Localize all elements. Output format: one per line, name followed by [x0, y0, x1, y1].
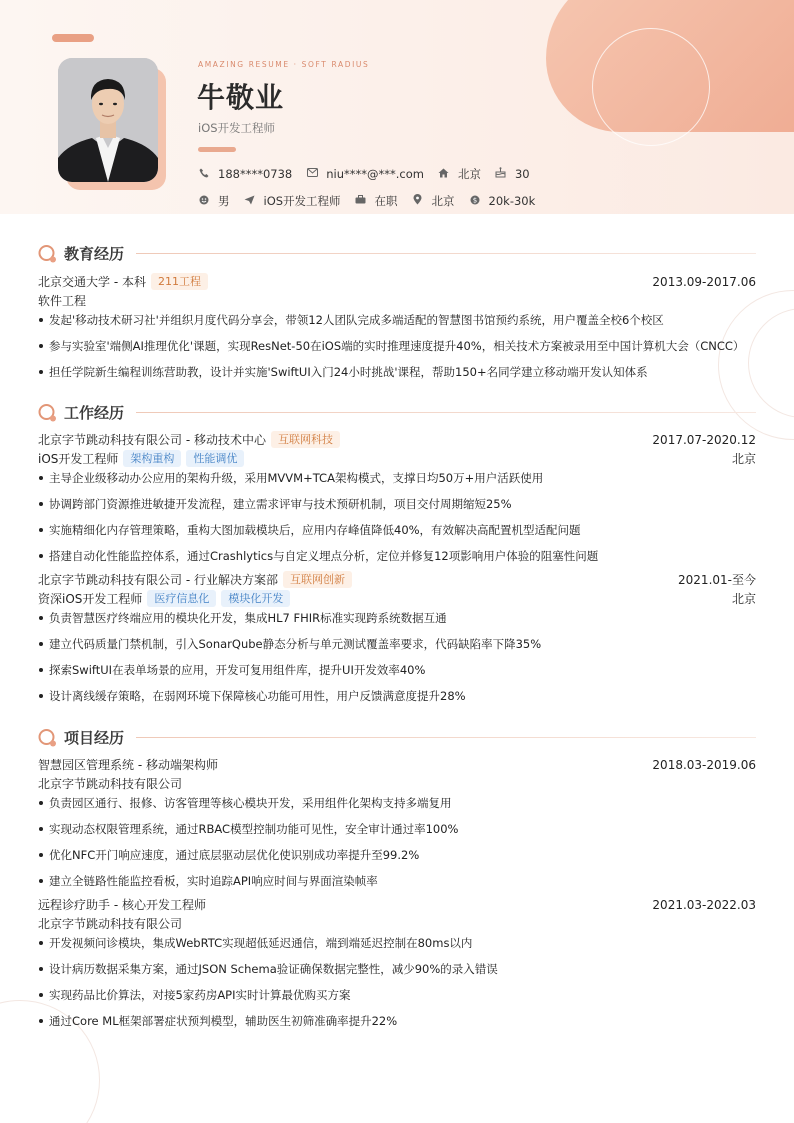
section-search-icon	[38, 244, 58, 264]
job-role: iOS开发工程师	[38, 452, 119, 466]
list-item: 开发视频问诊模块，集成WebRTC实现超低延迟通信，端到端延迟控制在80ms以内	[38, 935, 756, 951]
accent-bar	[52, 34, 94, 42]
project-period: 2021.03-2022.03	[652, 897, 756, 912]
svg-text:$: $	[472, 196, 477, 205]
list-item: 优化NFC开门响应速度，通过底层驱动层优化使识别成功率提升至99.2%	[38, 847, 756, 863]
education-period: 2013.09-2017.06	[652, 274, 756, 289]
contact-email	[306, 167, 424, 181]
education-major-row	[38, 292, 756, 309]
resume-kicker: AMAZING RESUME · SOFT RADIUS	[198, 60, 370, 69]
list-item: 通过Core ML框架部署症状预判模型，辅助医生初筛准确率提升22%	[38, 1013, 756, 1029]
list-item: 担任学院新生编程训练营助教，设计并实施'SwiftUI入门24小时挑战'课程，帮助150+名同学建立移动端开发认知体系	[38, 364, 756, 380]
job-role: 资深iOS开发工程师	[38, 592, 143, 606]
job-role-row	[38, 590, 756, 607]
section-divider	[136, 737, 756, 738]
contact-phone	[198, 167, 292, 181]
job-city: 北京	[731, 592, 756, 606]
job-city: 北京	[731, 452, 756, 466]
age: 30	[514, 167, 530, 181]
money-icon	[469, 195, 481, 208]
list-item: 协调跨部门资源推进敏捷开发流程，建立需求评审与技术预研机制，项目交付周期缩短25%	[38, 496, 756, 512]
target-city: 北京	[431, 194, 455, 208]
list-item: 探索SwiftUI在表单场景的应用，开发可复用组件库，提升UI开发效率40%	[38, 662, 756, 678]
location-icon	[412, 194, 424, 208]
list-item: 设计离线缓存策略，在弱网环境下保障核心功能可用性，用户反馈满意度提升28%	[38, 688, 756, 704]
list-item: 实施精细化内存管理策略，重构大图加载模块后，应用内存峰值降低40%，有效解决高配置机型适配问题	[38, 522, 756, 538]
contact-row	[198, 166, 544, 182]
expected-salary: 20k-30k	[488, 194, 536, 208]
profile-location	[412, 193, 455, 209]
candidate-title: iOS开发工程师	[198, 121, 276, 135]
avatar	[58, 58, 158, 182]
projects-section-header	[38, 727, 756, 748]
section-search-icon	[38, 403, 58, 423]
section-title: 教育经历	[64, 245, 125, 263]
profile-row	[198, 193, 549, 209]
home-icon	[438, 168, 450, 181]
list-item: 负责园区通行、报修、访客管理等核心模块开发，采用组件化架构支持多端复用	[38, 795, 756, 811]
project-name: 智慧园区管理系统 - 移动端架构师	[38, 758, 218, 772]
email-address: niu****@***.com	[326, 167, 424, 181]
major: 软件工程	[38, 294, 87, 308]
education-section-header	[38, 243, 756, 264]
contact-age	[495, 167, 530, 181]
project-period: 2018.03-2019.06	[652, 757, 756, 772]
accent-bar-small	[198, 147, 236, 152]
project-company-row	[38, 915, 756, 932]
list-item: 搭建自动化性能监控体系，通过Crashlytics与自定义埋点分析，定位并修复12项影响用户体验的阻塞性问题	[38, 548, 756, 564]
section-title: 项目经历	[64, 729, 125, 747]
role-tag: 模块化开发	[221, 590, 290, 607]
job-period: 2017.07-2020.12	[652, 432, 756, 447]
gender-icon	[198, 195, 210, 208]
project-company: 北京字节跳动科技有限公司	[38, 777, 183, 791]
avatar-portrait	[58, 58, 158, 182]
list-item: 负责智慧医疗终端应用的模块化开发，集成HL7 FHIR标准实现跨系统数据互通	[38, 610, 756, 626]
project-name: 远程诊疗助手 - 核心开发工程师	[38, 898, 206, 912]
list-item: 实现药品比价算法，对接5家药房API实时计算最优购买方案	[38, 987, 756, 1003]
job-role-row	[38, 450, 756, 467]
list-item: 主导企业级移动办公应用的架构升级，采用MVVM+TCA架构模式，支撑日均50万+用户活跃使用	[38, 470, 756, 486]
job-header	[38, 571, 756, 588]
section-divider	[136, 253, 756, 254]
phone-icon	[198, 168, 210, 181]
company-name: 北京字节跳动科技有限公司 - 移动技术中心	[38, 433, 266, 447]
send-icon	[244, 195, 256, 208]
school-tag: 211工程	[151, 273, 208, 290]
list-item: 发起'移动技术研习社'并组织月度代码分享会，带领12人团队完成多端适配的智慧图书馆预约系统，用户覆盖全校6个校区	[38, 312, 756, 328]
section-divider	[136, 412, 756, 413]
profile-target-role	[244, 193, 341, 209]
list-item: 参与实验室'端侧AI推理优化'课题，实现ResNet-50在iOS端的实时推理速度提升40%，相关技术方案被录用至中国计算机大会（CNCC）	[38, 338, 756, 354]
project-header	[38, 756, 756, 773]
role-tag: 医疗信息化	[147, 590, 216, 607]
work-section-header	[38, 402, 756, 423]
project-company: 北京字节跳动科技有限公司	[38, 917, 183, 931]
section-search-icon	[38, 728, 58, 748]
phone-number: 188****0738	[218, 167, 293, 181]
job-header	[38, 431, 756, 448]
gender: 男	[218, 194, 230, 208]
contact-home	[438, 166, 481, 182]
cake-icon	[495, 167, 507, 181]
school-name: 北京交通大学 - 本科	[38, 275, 146, 289]
list-item: 实现动态权限管理系统，通过RBAC模型控制功能可见性，安全审计通过率100%	[38, 821, 756, 837]
company-tag: 互联网科技	[271, 431, 340, 448]
target-role: iOS开发工程师	[263, 194, 341, 208]
company-name: 北京字节跳动科技有限公司 - 行业解决方案部	[38, 573, 278, 587]
list-item: 建立代码质量门禁机制，引入SonarQube静态分析与单元测试覆盖率要求，代码缺陷率下降35%	[38, 636, 756, 652]
profile-salary	[469, 194, 536, 208]
section-title: 工作经历	[64, 404, 125, 422]
decorative-ring	[592, 28, 710, 146]
profile-gender	[198, 193, 230, 209]
home-city: 北京	[457, 167, 481, 181]
project-company-row	[38, 775, 756, 792]
education-entry-header	[38, 273, 756, 290]
role-tag: 性能调优	[186, 450, 244, 467]
job-period: 2021.01-至今	[678, 573, 756, 587]
candidate-name: 牛敬业	[197, 81, 285, 114]
company-tag: 互联网创新	[283, 571, 352, 588]
list-item: 建立全链路性能监控看板，实时追踪API响应时间与界面渲染帧率	[38, 873, 756, 889]
briefcase-icon	[355, 195, 367, 207]
role-tag: 架构重构	[123, 450, 181, 467]
mail-icon	[306, 168, 318, 180]
list-item: 设计病历数据采集方案，通过JSON Schema验证确保数据完整性，减少90%的录入错误	[38, 961, 756, 977]
project-header	[38, 896, 756, 913]
profile-status	[355, 193, 398, 209]
employment-status: 在职	[374, 194, 398, 208]
